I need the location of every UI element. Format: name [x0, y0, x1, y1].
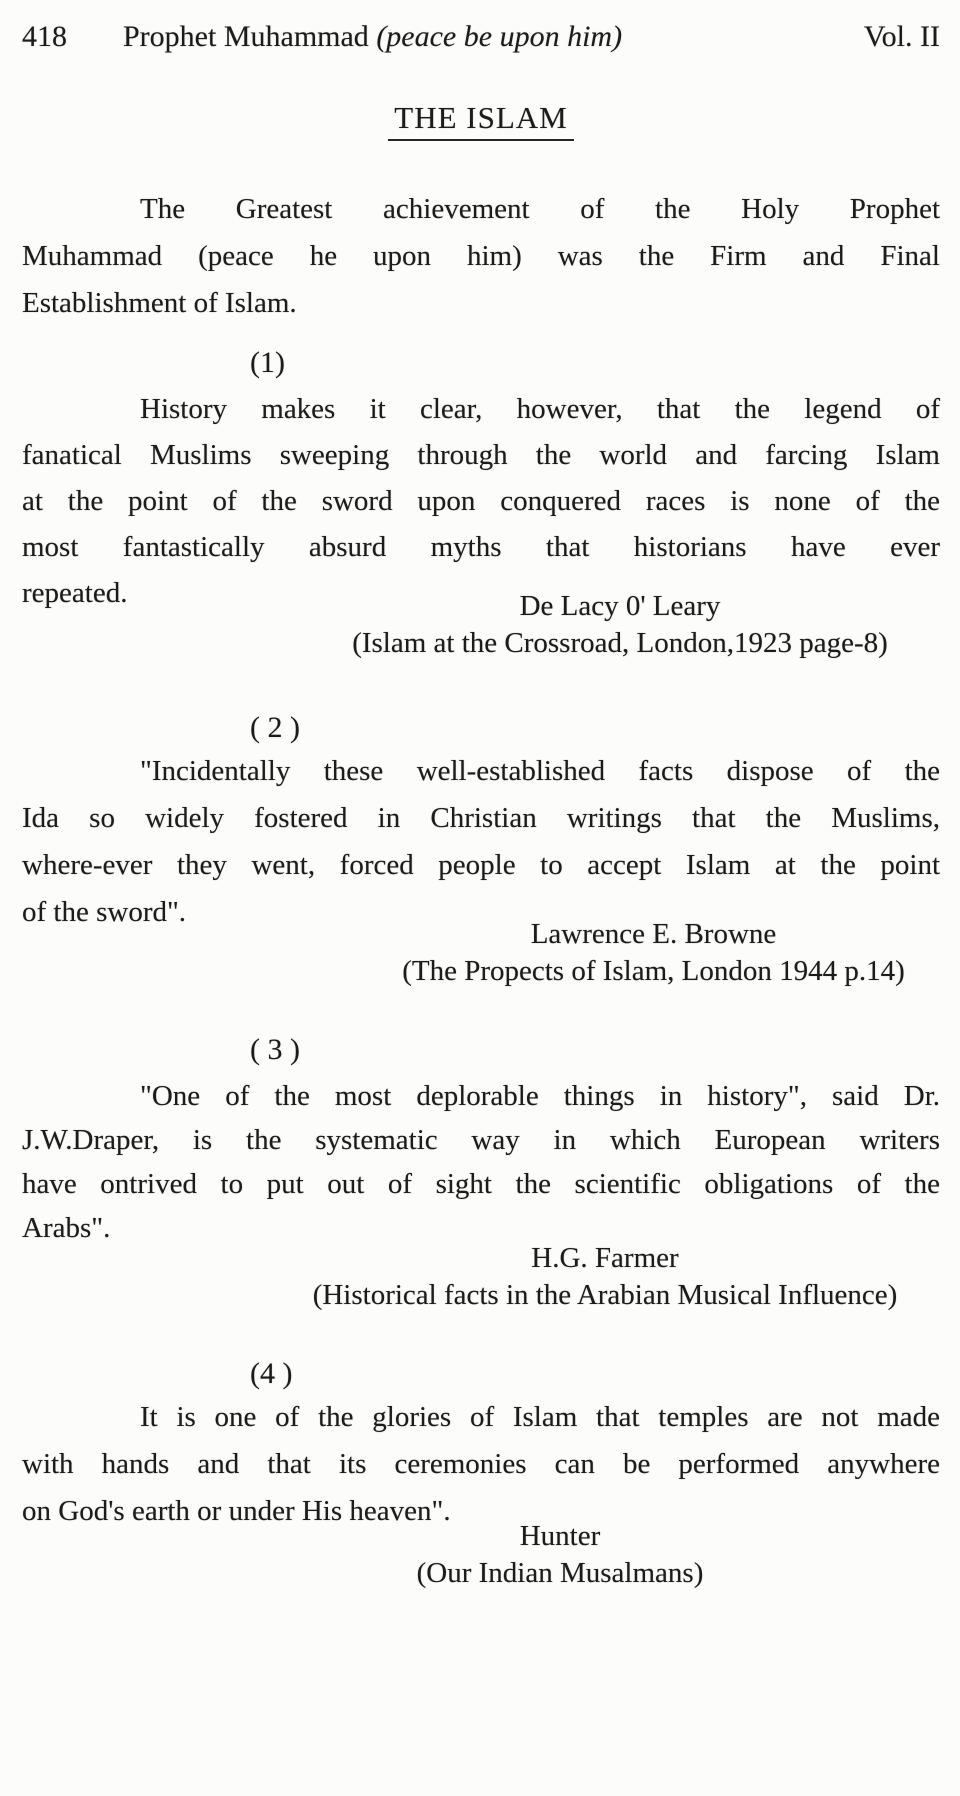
attribution-name: Hunter	[519, 1520, 601, 1552]
section-heading: THE ISLAM	[388, 100, 573, 141]
volume-label: Vol. II	[863, 20, 940, 53]
attribution-4	[380, 1518, 740, 1592]
page-header	[22, 20, 940, 54]
text-line: of the sword".	[22, 896, 187, 928]
text-line: Muhammad (peace he upon him) was the Firm and Final	[22, 240, 940, 272]
attribution-1	[300, 588, 940, 662]
text-line: at the point of the sword upon conquered races is none of the	[22, 485, 940, 517]
quote-paragraph-4	[22, 1394, 940, 1535]
text-line: have ontrived to put out of sight the scientific obligations of the	[22, 1168, 940, 1200]
text-line: repeated.	[22, 577, 128, 609]
text-line: It is one of the glories of Islam that temples are not made	[140, 1401, 940, 1433]
section-marker-2: ( 2 )	[250, 711, 300, 744]
text-line: with hands and that its ceremonies can be performed anywhere	[22, 1448, 940, 1480]
text-line: History makes it clear, however, that the legend of	[140, 393, 940, 425]
text-line: most fantastically absurd myths that historians have ever	[22, 531, 940, 563]
text-line: where-ever they went, forced people to accept Islam at the point	[22, 849, 940, 881]
section-marker-3: ( 3 )	[250, 1033, 300, 1066]
running-title-italic: (peace be upon him)	[376, 20, 623, 53]
running-title	[123, 20, 622, 54]
attribution-source: (The Propects of Islam, London 1944 p.14)	[402, 955, 905, 987]
section-marker-4: (4 )	[250, 1357, 293, 1390]
page-number: 418	[22, 20, 67, 53]
text-line: Establishment of Islam.	[22, 287, 297, 319]
intro-paragraph	[22, 186, 940, 327]
attribution-2	[370, 916, 937, 990]
section-heading-row	[22, 100, 940, 141]
section-marker-1: (1)	[250, 346, 285, 379]
running-title-text: Prophet Muhammad	[123, 20, 377, 53]
attribution-source: (Historical facts in the Arabian Musical Influence)	[312, 1279, 898, 1311]
text-line: Arabs".	[22, 1212, 111, 1244]
attribution-3	[280, 1240, 930, 1314]
text-line: on God's earth or under His heaven".	[22, 1495, 451, 1527]
text-line: "Incidentally these well-established facts dispose of the	[140, 755, 940, 787]
text-line: fanatical Muslims sweeping through the world and farcing Islam	[22, 439, 940, 471]
attribution-source: (Our Indian Musalmans)	[416, 1557, 704, 1589]
quote-paragraph-2	[22, 748, 940, 936]
quote-paragraph-1	[22, 386, 940, 616]
text-line: Ida so widely fostered in Christian writings that the Muslims,	[22, 802, 940, 834]
text-line: J.W.Draper, is the systematic way in which European writers	[22, 1124, 940, 1156]
attribution-source: (Islam at the Crossroad, London,1923 page-8)	[352, 627, 888, 659]
attribution-name: De Lacy 0' Leary	[519, 590, 721, 622]
attribution-name: H.G. Farmer	[531, 1242, 679, 1274]
text-line: The Greatest achievement of the Holy Prophet	[140, 193, 940, 225]
attribution-name: Lawrence E. Browne	[530, 918, 777, 950]
quote-paragraph-3	[22, 1074, 940, 1250]
text-line: "One of the most deplorable things in history", said Dr.	[140, 1080, 940, 1112]
